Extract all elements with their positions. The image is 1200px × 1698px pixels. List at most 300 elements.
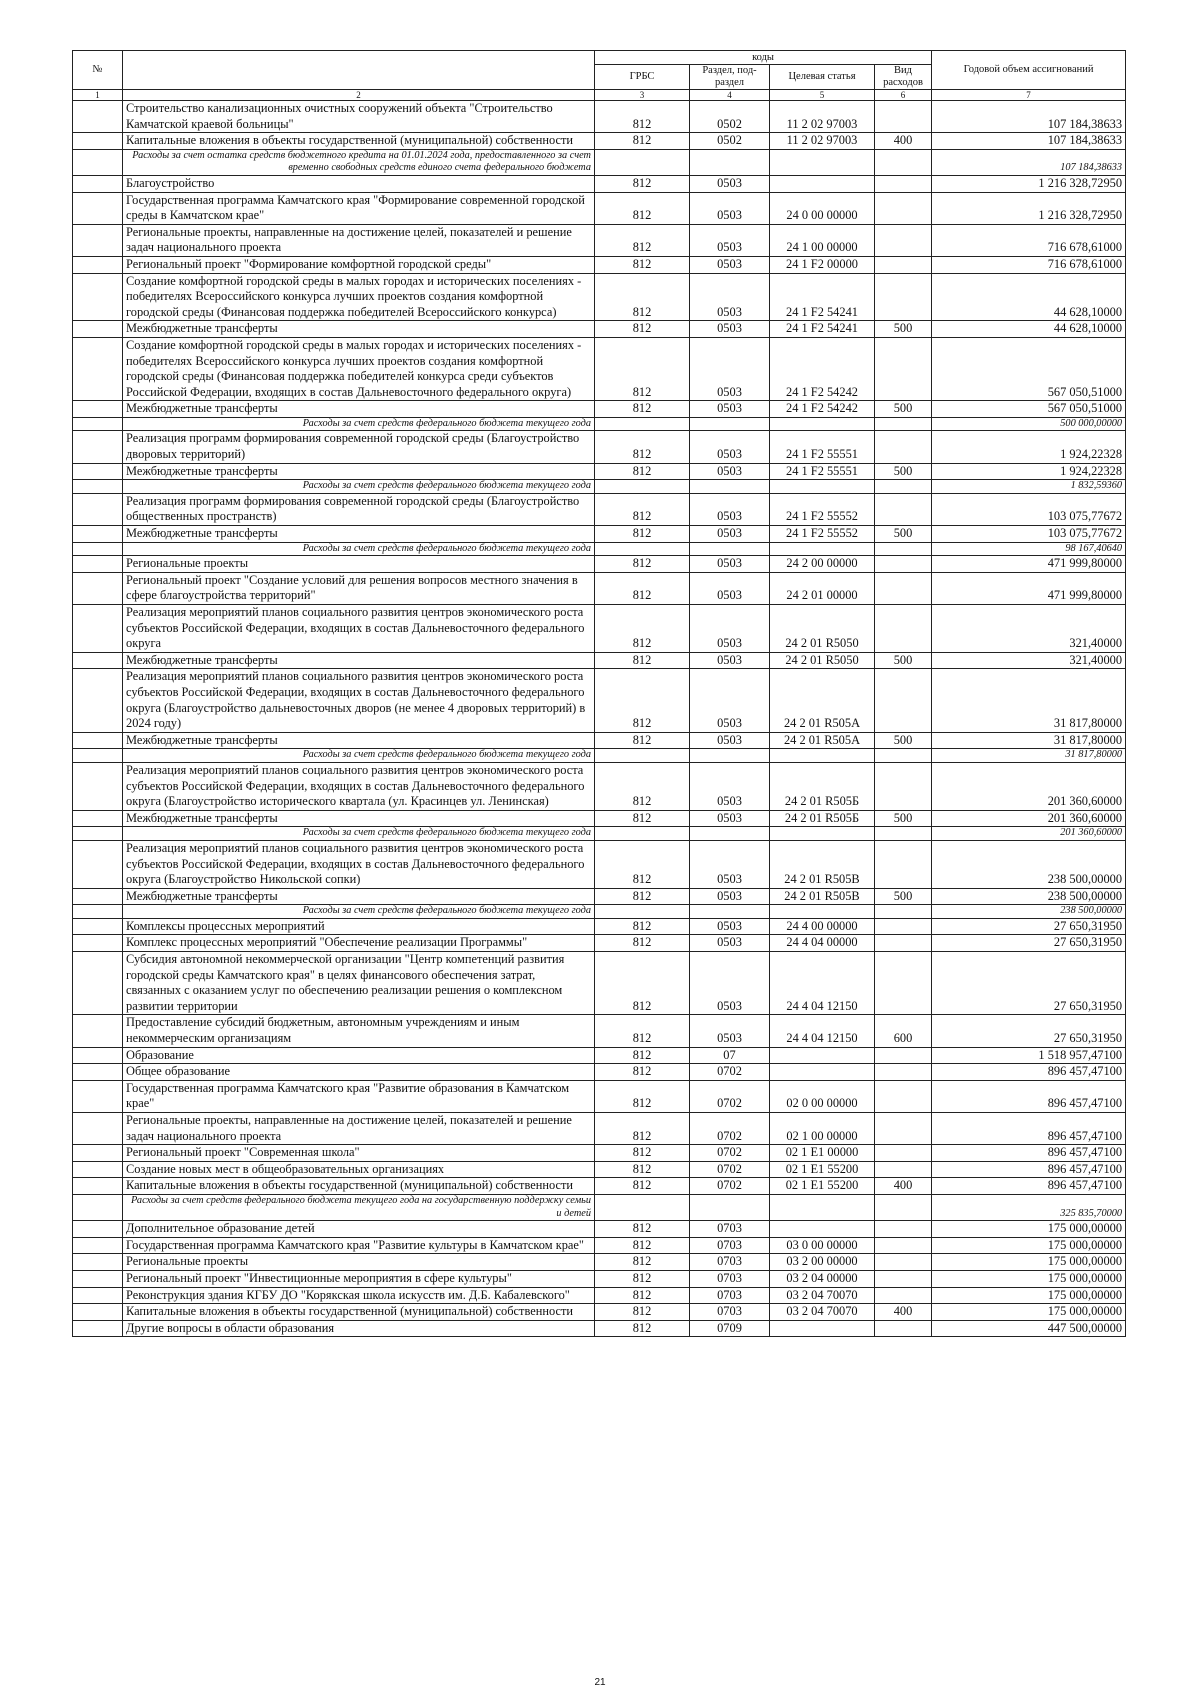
target-article-code: 02 1 00 00000: [770, 1113, 875, 1145]
section-code: 0702: [690, 1113, 770, 1145]
subnote-amount: 1 832,59360: [932, 480, 1126, 494]
table-subnote-row: [73, 480, 1126, 494]
amount-value: 471 999,80000: [932, 572, 1126, 604]
table-subnote-row: [73, 542, 1126, 556]
grbs-cell: [595, 542, 690, 556]
header-num: №: [73, 51, 123, 90]
grbs-code: 812: [595, 273, 690, 321]
grbs-code: 812: [595, 888, 690, 905]
grbs-code: 812: [595, 1015, 690, 1047]
section-code: 0503: [690, 1015, 770, 1047]
table-subnote-row: [73, 149, 1126, 175]
target-article-code: 24 0 00 00000: [770, 192, 875, 224]
table-subnote-row: [73, 905, 1126, 919]
row-name: Реализация мероприятий планов социального развития центров экономического роста субъектов Российской Федерации, входящих в состав Дальневосточного федерального округа (Благоустройство дальневосточных дворов (не менее 4 дворовых территорий) в 2024 году): [123, 669, 595, 732]
table-row: [73, 762, 1126, 810]
row-name: Реализация программ формирования современной городской среды (Благоустройство дворовых территорий): [123, 431, 595, 463]
section-code: 0503: [690, 762, 770, 810]
amount-value: 107 184,38633: [932, 101, 1126, 133]
table-row: [73, 888, 1126, 905]
expense-kind-code: [875, 101, 932, 133]
target-article-code: 03 0 00 00000: [770, 1237, 875, 1254]
table-row: [73, 605, 1126, 653]
row-num-cell: [73, 337, 123, 400]
target-article-cell: [770, 749, 875, 763]
grbs-code: 812: [595, 1161, 690, 1178]
target-article-code: 24 1 00 00000: [770, 224, 875, 256]
section-cell: [690, 827, 770, 841]
row-num-cell: [73, 1237, 123, 1254]
grbs-code: 812: [595, 1064, 690, 1081]
row-num-cell: [73, 321, 123, 338]
table-row: [73, 192, 1126, 224]
grbs-code: 812: [595, 1221, 690, 1238]
row-name: Реализация мероприятий планов социального развития центров экономического роста субъектов Российской Федерации, входящих в состав Дальневосточного федерального округа (Благоустройство Никольской сопки): [123, 840, 595, 888]
table-row: [73, 337, 1126, 400]
table-row: [73, 101, 1126, 133]
row-num-cell: [73, 827, 123, 841]
row-num-cell: [73, 935, 123, 952]
grbs-code: 812: [595, 840, 690, 888]
expense-kind-code: [875, 918, 932, 935]
table-row: [73, 810, 1126, 827]
target-article-code: 24 2 01 R5050: [770, 605, 875, 653]
row-name: Комплексы процессных мероприятий: [123, 918, 595, 935]
expense-kind-code: [875, 493, 932, 525]
amount-value: 567 050,51000: [932, 401, 1126, 418]
section-code: 0503: [690, 224, 770, 256]
row-num-cell: [73, 840, 123, 888]
amount-value: 1 924,22328: [932, 431, 1126, 463]
header-kind: Вид расходов: [875, 65, 932, 90]
section-code: 0502: [690, 133, 770, 150]
row-num-cell: [73, 669, 123, 732]
section-code: 0703: [690, 1237, 770, 1254]
table-row: [73, 321, 1126, 338]
target-article-code: 24 2 00 00000: [770, 556, 875, 573]
table-row: [73, 1304, 1126, 1321]
target-article-code: 02 0 00 00000: [770, 1080, 875, 1112]
amount-value: 1 924,22328: [932, 463, 1126, 480]
grbs-cell: [595, 827, 690, 841]
section-code: 0503: [690, 192, 770, 224]
expense-kind-code: 500: [875, 732, 932, 749]
amount-value: 27 650,31950: [932, 918, 1126, 935]
col-number: 3: [595, 90, 690, 101]
target-article-code: 02 1 E1 55200: [770, 1161, 875, 1178]
target-article-code: 24 1 F2 54242: [770, 401, 875, 418]
row-name: Дополнительное образование детей: [123, 1221, 595, 1238]
target-article-code: 11 2 02 97003: [770, 133, 875, 150]
row-name: Создание новых мест в общеобразовательных организациях: [123, 1161, 595, 1178]
table-row: [73, 652, 1126, 669]
table-row: [73, 1320, 1126, 1337]
expense-kind-code: [875, 556, 932, 573]
header-amount: Годовой объем ассигнований: [932, 51, 1126, 90]
section-cell: [690, 1194, 770, 1220]
target-article-code: [770, 1047, 875, 1064]
section-code: 0503: [690, 572, 770, 604]
row-name: Создание комфортной городской среды в малых городах и исторических поселениях - победителях Всероссийского конкурса лучших проектов создания комфортной городской среды (Финансовая поддержка победителей Всероссийского конкурса): [123, 273, 595, 321]
section-code: 0503: [690, 669, 770, 732]
section-code: 0503: [690, 888, 770, 905]
table-subnote-row: [73, 1194, 1126, 1220]
budget-table-page: [72, 50, 1125, 1337]
amount-value: 31 817,80000: [932, 669, 1126, 732]
col-number: 6: [875, 90, 932, 101]
expense-kind-code: [875, 669, 932, 732]
grbs-cell: [595, 1194, 690, 1220]
target-article-code: 24 4 04 00000: [770, 935, 875, 952]
table-header: [73, 51, 1126, 101]
section-code: 0503: [690, 337, 770, 400]
row-num-cell: [73, 273, 123, 321]
row-name: Общее образование: [123, 1064, 595, 1081]
row-name: Межбюджетные трансферты: [123, 526, 595, 543]
expense-kind-code: [875, 273, 932, 321]
section-cell: [690, 149, 770, 175]
target-article-code: 24 2 01 R505В: [770, 840, 875, 888]
target-article-code: [770, 1320, 875, 1337]
row-name: Региональный проект "Создание условий для решения вопросов местного значения в сфере благоустройства территорий": [123, 572, 595, 604]
grbs-code: 812: [595, 493, 690, 525]
row-num-cell: [73, 256, 123, 273]
target-article-code: 03 2 00 00000: [770, 1254, 875, 1271]
row-num-cell: [73, 1178, 123, 1195]
col-number: 2: [123, 90, 595, 101]
row-name: Реализация мероприятий планов социального развития центров экономического роста субъектов Российской Федерации, входящих в состав Дальневосточного федерального округа: [123, 605, 595, 653]
amount-value: 238 500,00000: [932, 888, 1126, 905]
amount-value: 175 000,00000: [932, 1254, 1126, 1271]
col-number: 1: [73, 90, 123, 101]
amount-value: 896 457,47100: [932, 1064, 1126, 1081]
grbs-code: 812: [595, 337, 690, 400]
target-article-code: 03 2 04 00000: [770, 1270, 875, 1287]
section-code: 0502: [690, 101, 770, 133]
table-row: [73, 493, 1126, 525]
expense-kind-code: [875, 840, 932, 888]
target-article-code: 24 2 01 R505В: [770, 888, 875, 905]
amount-value: 103 075,77672: [932, 493, 1126, 525]
subnote-amount: 107 184,38633: [932, 149, 1126, 175]
row-num-cell: [73, 1080, 123, 1112]
table-row: [73, 732, 1126, 749]
row-name: Капитальные вложения в объекты государственной (муниципальной) собственности: [123, 1178, 595, 1195]
grbs-code: 812: [595, 1287, 690, 1304]
section-cell: [690, 905, 770, 919]
row-num-cell: [73, 417, 123, 431]
section-cell: [690, 542, 770, 556]
grbs-code: 812: [595, 526, 690, 543]
header-codes: коды: [595, 51, 932, 65]
col-number: 4: [690, 90, 770, 101]
expense-kind-code: [875, 935, 932, 952]
subnote-amount: 238 500,00000: [932, 905, 1126, 919]
grbs-code: 812: [595, 1320, 690, 1337]
row-name: Межбюджетные трансферты: [123, 888, 595, 905]
row-num-cell: [73, 1194, 123, 1220]
row-name: Комплекс процессных мероприятий "Обеспечение реализации Программы": [123, 935, 595, 952]
grbs-cell: [595, 905, 690, 919]
target-article-cell: [770, 542, 875, 556]
target-article-code: 24 1 F2 54242: [770, 337, 875, 400]
section-code: 0709: [690, 1320, 770, 1337]
amount-value: 896 457,47100: [932, 1161, 1126, 1178]
grbs-cell: [595, 749, 690, 763]
row-name: Капитальные вложения в объекты государственной (муниципальной) собственности: [123, 1304, 595, 1321]
grbs-code: 812: [595, 810, 690, 827]
expense-kind-code: [875, 1254, 932, 1271]
section-code: 0503: [690, 652, 770, 669]
row-name: Государственная программа Камчатского края "Развитие культуры в Камчатском крае": [123, 1237, 595, 1254]
table-row: [73, 918, 1126, 935]
row-num-cell: [73, 556, 123, 573]
amount-value: 27 650,31950: [932, 1015, 1126, 1047]
expense-kind-code: 600: [875, 1015, 932, 1047]
row-name: Образование: [123, 1047, 595, 1064]
section-cell: [690, 417, 770, 431]
expense-kind-code: [875, 605, 932, 653]
grbs-code: 812: [595, 1304, 690, 1321]
section-code: 0703: [690, 1221, 770, 1238]
section-code: 0702: [690, 1064, 770, 1081]
row-num-cell: [73, 1254, 123, 1271]
expense-kind-code: 400: [875, 1178, 932, 1195]
row-name: Субсидия автономной некоммерческой организации "Центр компетенций развития городской среды Камчатского края" в целях финансового обеспечения затрат, связанных с оказанием услуг по обеспечению реализации решения о комплексном развитии территории: [123, 952, 595, 1015]
row-name: Региональные проекты: [123, 556, 595, 573]
row-num-cell: [73, 1304, 123, 1321]
grbs-code: 812: [595, 1145, 690, 1162]
row-num-cell: [73, 175, 123, 192]
table-subnote-row: [73, 749, 1126, 763]
expense-kind-cell: [875, 1194, 932, 1220]
amount-value: 44 628,10000: [932, 321, 1126, 338]
target-article-cell: [770, 417, 875, 431]
row-num-cell: [73, 1221, 123, 1238]
grbs-code: 812: [595, 952, 690, 1015]
expense-kind-code: [875, 952, 932, 1015]
expense-kind-code: 500: [875, 810, 932, 827]
grbs-code: 812: [595, 762, 690, 810]
amount-value: 175 000,00000: [932, 1287, 1126, 1304]
target-article-cell: [770, 480, 875, 494]
row-num-cell: [73, 149, 123, 175]
table-row: [73, 669, 1126, 732]
section-code: 0503: [690, 732, 770, 749]
amount-value: 1 216 328,72950: [932, 175, 1126, 192]
amount-value: 27 650,31950: [932, 935, 1126, 952]
table-row: [73, 840, 1126, 888]
section-code: 0503: [690, 273, 770, 321]
table-row: [73, 526, 1126, 543]
target-article-code: 24 2 01 R505А: [770, 732, 875, 749]
expense-kind-cell: [875, 542, 932, 556]
expense-kind-code: [875, 762, 932, 810]
subnote-amount: 31 817,80000: [932, 749, 1126, 763]
grbs-code: 812: [595, 133, 690, 150]
grbs-code: 812: [595, 1237, 690, 1254]
subnote-text: Расходы за счет средств федерального бюджета текущего года: [123, 542, 595, 556]
section-code: 0703: [690, 1304, 770, 1321]
expense-kind-cell: [875, 149, 932, 175]
expense-kind-cell: [875, 417, 932, 431]
row-num-cell: [73, 526, 123, 543]
section-code: 0702: [690, 1080, 770, 1112]
expense-kind-cell: [875, 480, 932, 494]
row-num-cell: [73, 224, 123, 256]
grbs-code: 812: [595, 101, 690, 133]
target-article-code: 02 1 E1 00000: [770, 1145, 875, 1162]
subnote-text: Расходы за счет остатка средств бюджетного кредита на 01.01.2024 года, предоставленного за счет временно свободных средств единого счета федерального бюджета: [123, 149, 595, 175]
section-cell: [690, 749, 770, 763]
row-num-cell: [73, 480, 123, 494]
expense-kind-code: [875, 572, 932, 604]
expense-kind-code: [875, 1237, 932, 1254]
table-row: [73, 1047, 1126, 1064]
grbs-code: 812: [595, 935, 690, 952]
target-article-code: 24 2 01 R505А: [770, 669, 875, 732]
row-num-cell: [73, 762, 123, 810]
row-num-cell: [73, 401, 123, 418]
row-name: Строительство канализационных очистных сооружений объекта "Строительство Камчатской краевой больницы": [123, 101, 595, 133]
section-code: 0503: [690, 935, 770, 952]
grbs-code: 812: [595, 732, 690, 749]
expense-kind-code: [875, 175, 932, 192]
row-name: Предоставление субсидий бюджетным, автономным учреждениям и иным некоммерческим организациям: [123, 1015, 595, 1047]
table-row: [73, 935, 1126, 952]
header-name-blank: [123, 51, 595, 90]
row-name: Региональный проект "Современная школа": [123, 1145, 595, 1162]
subnote-amount: 201 360,60000: [932, 827, 1126, 841]
expense-kind-code: [875, 1145, 932, 1162]
amount-value: 27 650,31950: [932, 952, 1126, 1015]
grbs-code: 812: [595, 652, 690, 669]
subnote-amount: 325 835,70000: [932, 1194, 1126, 1220]
row-name: Межбюджетные трансферты: [123, 321, 595, 338]
target-article-code: 24 1 F2 00000: [770, 256, 875, 273]
target-article-code: 11 2 02 97003: [770, 101, 875, 133]
row-num-cell: [73, 493, 123, 525]
expense-kind-code: [875, 1270, 932, 1287]
grbs-code: 812: [595, 1254, 690, 1271]
subnote-text: Расходы за счет средств федерального бюджета текущего года: [123, 905, 595, 919]
section-code: 0702: [690, 1161, 770, 1178]
section-code: 0702: [690, 1178, 770, 1195]
amount-value: 896 457,47100: [932, 1113, 1126, 1145]
section-code: 0503: [690, 952, 770, 1015]
row-name: Другие вопросы в области образования: [123, 1320, 595, 1337]
grbs-code: 812: [595, 192, 690, 224]
expense-kind-code: 500: [875, 401, 932, 418]
grbs-code: 812: [595, 669, 690, 732]
expense-kind-code: 500: [875, 888, 932, 905]
header-target: Целевая статья: [770, 65, 875, 90]
section-code: 0703: [690, 1287, 770, 1304]
table-row: [73, 1221, 1126, 1238]
table-row: [73, 401, 1126, 418]
grbs-code: 812: [595, 401, 690, 418]
table-subnote-row: [73, 827, 1126, 841]
grbs-code: 812: [595, 1047, 690, 1064]
amount-value: 175 000,00000: [932, 1237, 1126, 1254]
subnote-text: Расходы за счет средств федерального бюджета текущего года: [123, 480, 595, 494]
target-article-code: 24 1 F2 55552: [770, 526, 875, 543]
grbs-code: 812: [595, 605, 690, 653]
row-num-cell: [73, 905, 123, 919]
section-code: 0503: [690, 556, 770, 573]
amount-value: 103 075,77672: [932, 526, 1126, 543]
header-grbs: ГРБС: [595, 65, 690, 90]
section-code: 0503: [690, 401, 770, 418]
row-name: Государственная программа Камчатского края "Развитие образования в Камчатском крае": [123, 1080, 595, 1112]
grbs-code: 812: [595, 175, 690, 192]
expense-kind-code: 400: [875, 1304, 932, 1321]
expense-kind-code: 500: [875, 463, 932, 480]
target-article-code: 24 2 01 R505Б: [770, 762, 875, 810]
row-name: Реконструкция здания КГБУ ДО "Корякская школа искусств им. Д.Б. Кабалевского": [123, 1287, 595, 1304]
target-article-code: 03 2 04 70070: [770, 1287, 875, 1304]
amount-value: 321,40000: [932, 652, 1126, 669]
header-section: Раздел, под-раздел: [690, 65, 770, 90]
row-num-cell: [73, 652, 123, 669]
section-cell: [690, 480, 770, 494]
table-body: [73, 101, 1126, 1337]
row-name: Региональный проект "Инвестиционные мероприятия в сфере культуры": [123, 1270, 595, 1287]
section-code: 0503: [690, 605, 770, 653]
target-article-code: 03 2 04 70070: [770, 1304, 875, 1321]
table-row: [73, 1237, 1126, 1254]
grbs-code: 812: [595, 431, 690, 463]
row-name: Межбюджетные трансферты: [123, 463, 595, 480]
table-row: [73, 175, 1126, 192]
section-code: 0503: [690, 431, 770, 463]
table-row: [73, 1080, 1126, 1112]
expense-kind-code: [875, 337, 932, 400]
page-number: 21: [594, 1677, 606, 1688]
grbs-code: 812: [595, 572, 690, 604]
row-num-cell: [73, 133, 123, 150]
row-name: Капитальные вложения в объекты государственной (муниципальной) собственности: [123, 133, 595, 150]
expense-kind-cell: [875, 905, 932, 919]
amount-value: 716 678,61000: [932, 224, 1126, 256]
section-code: 0503: [690, 493, 770, 525]
table-row: [73, 1161, 1126, 1178]
grbs-code: 812: [595, 256, 690, 273]
amount-value: 175 000,00000: [932, 1221, 1126, 1238]
amount-value: 175 000,00000: [932, 1270, 1126, 1287]
col-number: 7: [932, 90, 1126, 101]
amount-value: 447 500,00000: [932, 1320, 1126, 1337]
subnote-amount: 500 000,00000: [932, 417, 1126, 431]
section-code: 0503: [690, 463, 770, 480]
row-num-cell: [73, 572, 123, 604]
grbs-code: 812: [595, 1270, 690, 1287]
row-name: Межбюджетные трансферты: [123, 652, 595, 669]
row-num-cell: [73, 952, 123, 1015]
target-article-code: 24 1 F2 55552: [770, 493, 875, 525]
grbs-code: 812: [595, 1113, 690, 1145]
expense-kind-code: 500: [875, 526, 932, 543]
table-row: [73, 256, 1126, 273]
table-row: [73, 1113, 1126, 1145]
table-row: [73, 1145, 1126, 1162]
section-code: 0503: [690, 918, 770, 935]
table-row: [73, 463, 1126, 480]
grbs-cell: [595, 480, 690, 494]
table-row: [73, 133, 1126, 150]
section-code: 0703: [690, 1270, 770, 1287]
row-name: Межбюджетные трансферты: [123, 810, 595, 827]
